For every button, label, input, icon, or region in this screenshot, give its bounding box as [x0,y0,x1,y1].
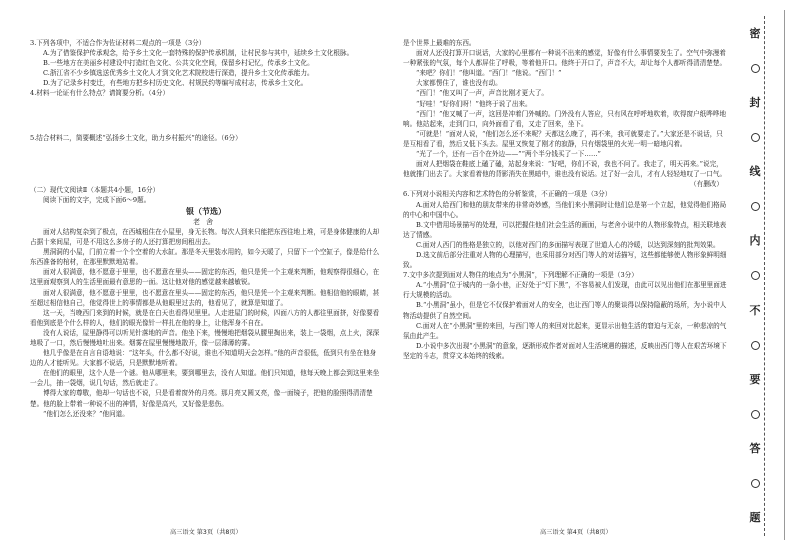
section-instruction: 阅读下面的文字，完成下面6～9题。 [43,195,151,204]
circle-icon [751,271,760,280]
story-paragraph: 这一天，当晚西门来到的时候，就是在白天也看得见里里。人走进屋门的时候，四面八方的人都往里面挤，好像要看看他到底是个什么样的人，他们的眼光像针一样扎在他的身上，让他浑身不自在。 [30,308,380,327]
seal-char: 不 [749,303,761,317]
seal-char: 封 [749,96,761,110]
seal-words [746,16,764,536]
q6-option-b: B.文中借用场景描写的处理，可以把握住他们社会生活的画面，与老舍小说中的人物形象特点，相关联地表达了情感。 [403,220,727,239]
story-paragraph: 面对人还没打算开口说话，大家的心里都有一种说不出来的感觉，好像有什么事情要发生了。空气中弥漫着一种紧张的气氛，每个人都屏住了呼吸，等着他开口。他终于开口了，声音不大，却让每个人都听得清清楚楚。 [403,49,727,68]
q3-option-a: A.为了借鉴保护传承观念，给予乡土文化一套特殊的保护传承机制，让村民参与其中，延续乡土文化根脉。 [43,49,354,58]
binding-strip [736,16,776,536]
q3-stem: 3.下列各项中，不适合作为佐证材料二观点的一项是（3分） [30,39,206,47]
q7-option-a: A.“小黑洞”位于城内的一条小巷，正好处于“灯下黑”，不容易被人们发现，由此可以见出他们在那里里面进行大规模的活动。 [403,281,727,300]
q6-option-a: A.面对人给西门和他的朋友带来的非常奇妙感，当他们来小黑洞时让他们总是第一个立起，他觉得他们格局的中心和中国中心。 [403,200,727,219]
circle-icon [751,479,760,488]
story-author: 老舍 [193,217,219,226]
source-note: （有删改） [690,180,723,189]
q7-option-d: D.小说中多次出现“小黑洞”的意象，逐渐形成作者对面对人生活境遇的描述，反映出西门等人在艰苦环境下坚定的斗志，贯穿文本始终的线索。 [403,341,727,360]
seal-char: 答 [749,441,761,455]
q7-stem: 7.文中多次提到面对人物住的地点为“小黑洞”，下列理解不正确的一项是（3分） [403,271,638,280]
seal-char: 线 [749,165,761,179]
seal-char: 题 [749,510,761,524]
q7-option-c: C.面对人在“小黑洞”里的来回，与西门等人的来回对比起来，更显示出他生活的窘迫与无奈，一种悲凉的气氛由此产生。 [403,321,727,340]
seal-char: 要 [749,372,761,386]
q6-option-d: D.选文前后部分注重对人物的心理描写，也采用部分对西门等人的对话描写，这些都能够使人物形象鲜明细致。 [403,250,727,270]
story-paragraph: 面对人很满意，他不愿意于里里，也不愿意在里头——固定的东西，他只是凭一个主观来判断。他相信他的眼睛，甚至超过相信他自己，他觉得世上的事情都是从他眼里过去的，他看见了，就算是知道了。 [30,288,380,307]
story-paragraph: 黑洞洞的小屋，门前立着一个个空着的大水缸。那是冬天里装水用的，如今天暖了，只留下一个空缸子，像是给什么东西准备的棺材，在那里默默地站着。 [30,248,380,267]
question-5: 5.结合材料二，简要概述“弘扬乡土文化，助力乡村振兴”的途径。（6分） [30,133,242,142]
section-heading: （二）现代文阅读Ⅱ（本题共4小题，16分） [30,185,160,194]
story-paragraph: “光了一个，还有一百个在外边——”“两个半分钱买了一下……” [416,150,601,159]
story-paragraph: “他们怎么还没来？”他问道。 [43,409,129,418]
story-paragraph: “西门！”他又喊了一声，这回是冲着门外喊的。门外没有人答应，只有风在呼呼地吹着，吹得窗户纸哗哗地响。他站起来，走到门口，向外面看了看，又走了回来，坐下。 [403,109,727,128]
q3-option-b: B.一些地方在美丽乡村建设中打造红色文化、公共文化空间，保留乡村记忆，传承乡土文化。 [43,59,314,68]
story-paragraph: “西门！”他又叫了一声，声音比刚才更大了。 [416,89,549,98]
question-7 [403,270,727,361]
story-paragraph: 他几乎像是在自言自语地说：“这年头，什么都不好说，谁也不知道明天会怎样。”他的声音很低，低到只有坐在他身边的人才能听见。大家都不说话，只是默默地听着。 [30,349,377,368]
story-paragraph: 没有人说话，屋里静得可以听见针落地的声音。他坐下来，慢慢地把烟袋从腰里掏出来，装上一袋烟，点上火，深深地吸了一口，然后慢慢地吐出来。烟雾在屋里慢慢地散开，像一层薄薄的雾。 [30,328,380,347]
right-column [403,38,727,361]
question-6 [403,189,727,270]
page-footer-right: 高三语文 第4页（共8页） [540,529,612,536]
story-paragraph: “来吧？你们！”他叫道。“西门！”他说。“西门！” [416,69,562,78]
circle-icon [751,410,760,419]
story-paragraph: 是个世界上最难的东西。 [403,39,476,47]
q3-option-d: D.为了记录乡村变迁，有些地方把乡村历史文化、村规民约等编写成村志，传承乡土文化。 [43,79,308,88]
story-paragraph: 大家都愣住了，谁也没有动。 [416,79,502,88]
page-footer-left: 高三语文 第3页（共8页） [170,529,242,536]
q6-option-c: C.面对人西门的性格是独立的，以他对西门的多面描写表现了世道人心的冷暖，以达到深刻的批判效果。 [416,240,720,249]
story-continuation [403,38,727,179]
story-paragraph: “可就是！”面对人说，“他们怎么还不来呢？天都这么晚了，再不来，我可就要走了。”大家还是不说话，只是互相看了看，然后又低下头去。屋里又恢复了刚才的寂静，只有烟袋里的火光一明一暗地闪着。 [403,129,723,148]
story-paragraph: 面对人结构复杂到了极点，在西城租住在小屋里，身无长物。每次人到来只能把东西往地上堆，可是身体健康的人却占据十来间屋，可是不用这么多房子的人还打算把房间租出去。 [30,227,380,247]
circle-icon [751,133,760,142]
circle-icon [751,202,760,211]
question-4: 4.材料一论证有什么特点？请简要分析。（4分） [30,89,170,98]
circle-icon [751,64,760,73]
story-paragraph: 面对人很满意，他不愿意于里里，也不愿意在里头——固定的东西，他只是凭一个主观来判断，他观察得很细心，在这里面观察到人的生活里面最有意思的一面。这让他对他的感觉越来越敏锐。 [30,268,380,287]
story-paragraph: “好哇！“好你们呀！”他终于说了出来。 [416,99,532,108]
story-paragraph: 在他们的眼里，这个人是一个谜。他从哪里来，要到哪里去，没有人知道。他们只知道，他每天晚上都会到这里来坐一会儿，抽一袋烟，说几句话，然后就走了。 [30,369,380,388]
seal-char: 内 [749,234,761,248]
left-column [30,38,382,419]
binding-line [764,16,765,536]
q3-option-c: C.浙江省不少乡镇选送优秀乡土文化人才到文化艺术院校进行深造，提升乡土文化传承能力。 [43,69,314,78]
story-title: 银（节选） [186,205,226,216]
story-paragraph: 博得大家的尊敬，他却一句话也不说，只是看着窗外的月亮。那月亮又圆又亮，像一面镜子，把他的脸照得清清楚楚。他的脸上带着一种说不出的神情，好像是高兴，又好像是悲伤。 [30,389,373,408]
seal-char: 密 [749,27,761,41]
question-3 [30,38,382,88]
page-edge [784,10,785,540]
q7-option-b: B.“小黑洞”虽小，但是它不仅保护着面对人的安全，也让西门等人的聚谈得以保持隐蔽的场所，为小说中人物活动提供了自然空间。 [403,301,727,320]
story-paragraph: 面对人把烟袋在鞋底上磕了磕，站起身来说：“好吧，你们不说，我也不问了。我走了，明天再来。”说完，他就推门出去了。大家看着他的背影消失在黑暗中，谁也没有说话。过了好一会儿，才有人轻轻地叹了一口气。 [403,160,727,179]
circle-icon [751,341,760,350]
q6-stem: 6.下列对小说相关内容和艺术特色的分析鉴赏，不正确的一项是（3分） [403,190,612,199]
story-body [30,227,382,419]
